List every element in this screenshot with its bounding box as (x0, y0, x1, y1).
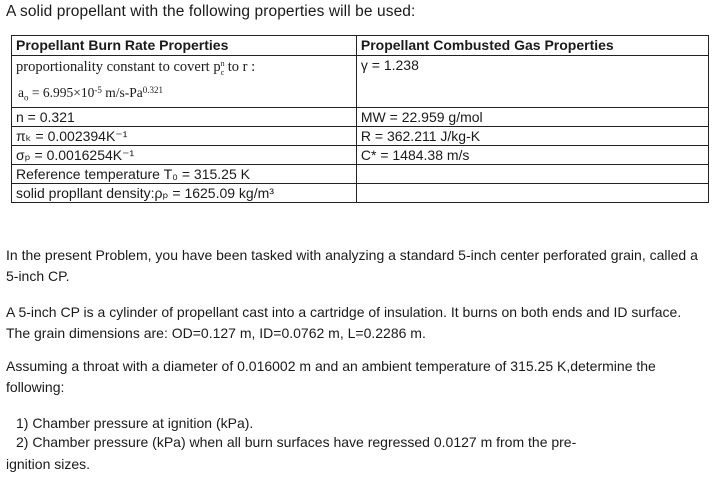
burn-rate-constant-cell (12, 56, 357, 108)
question-list (16, 414, 576, 452)
table-row (12, 126, 709, 145)
table-cell: MW = 22.959 g/mol (356, 107, 708, 126)
propellant-properties-table (11, 35, 709, 203)
gamma-cell: γ = 1.238 (356, 56, 708, 108)
table-cell: n = 0.321 (12, 107, 357, 126)
table-row (12, 164, 709, 183)
constant-label: proportionality constant to covert p n $_c$ to r : (16, 59, 256, 77)
table-row (12, 183, 709, 202)
list-item-continuation: ignition sizes. (6, 456, 91, 472)
header-burn-rate: Propellant Burn Rate Properties (12, 36, 357, 56)
table-row (12, 145, 709, 164)
list-item: 2) Chamber pressure (kPa) when all burn surfaces have regressed 0.0127 m from the pre- (16, 434, 577, 450)
table-cell: solid propllant density:ρₚ = 1625.09 kg/m³ (12, 183, 357, 202)
header-combusted-gas: Propellant Combusted Gas Properties (356, 36, 708, 56)
table-cell: πₖ = 0.002394K⁻¹ (12, 126, 357, 145)
grain-description-paragraph: A 5-inch CP is a cylinder of propellant cast into a cartridge of insulation. It burns on both ends and ID surface. The grain dimensions are: OD=0.127 m, ID=0.0762 m, L=0.2286 m. (6, 304, 682, 341)
table-cell (356, 164, 708, 183)
table-cell: R = 362.211 J/kg-K (356, 126, 708, 145)
constant-value: $a_o = 6.995\times 10^{-5}$ $m/s-Pa^{0.321}$ (18, 84, 163, 103)
table-cell: C* = 1484.38 m/s (356, 145, 708, 164)
table-cell (356, 183, 708, 202)
table-cell: Reference temperature T₀ = 315.25 K (12, 164, 357, 183)
table-row (12, 107, 709, 126)
problem-paragraph: In the present Problem, you have been tasked with analyzing a standard 5-inch center perforated grain, called a 5-inch CP. (6, 247, 698, 284)
table-header-row (12, 36, 709, 56)
assumption-paragraph: Assuming a throat with a diameter of 0.016002 m and an ambient temperature of 315.25 K,determine the following: (6, 358, 656, 395)
list-item: 1) Chamber pressure at ignition (kPa). (16, 415, 254, 431)
table-cell: σₚ = 0.0016254K⁻¹ (12, 145, 357, 164)
table-row (12, 56, 709, 108)
intro-text: A solid propellant with the following properties will be used: (6, 3, 416, 20)
